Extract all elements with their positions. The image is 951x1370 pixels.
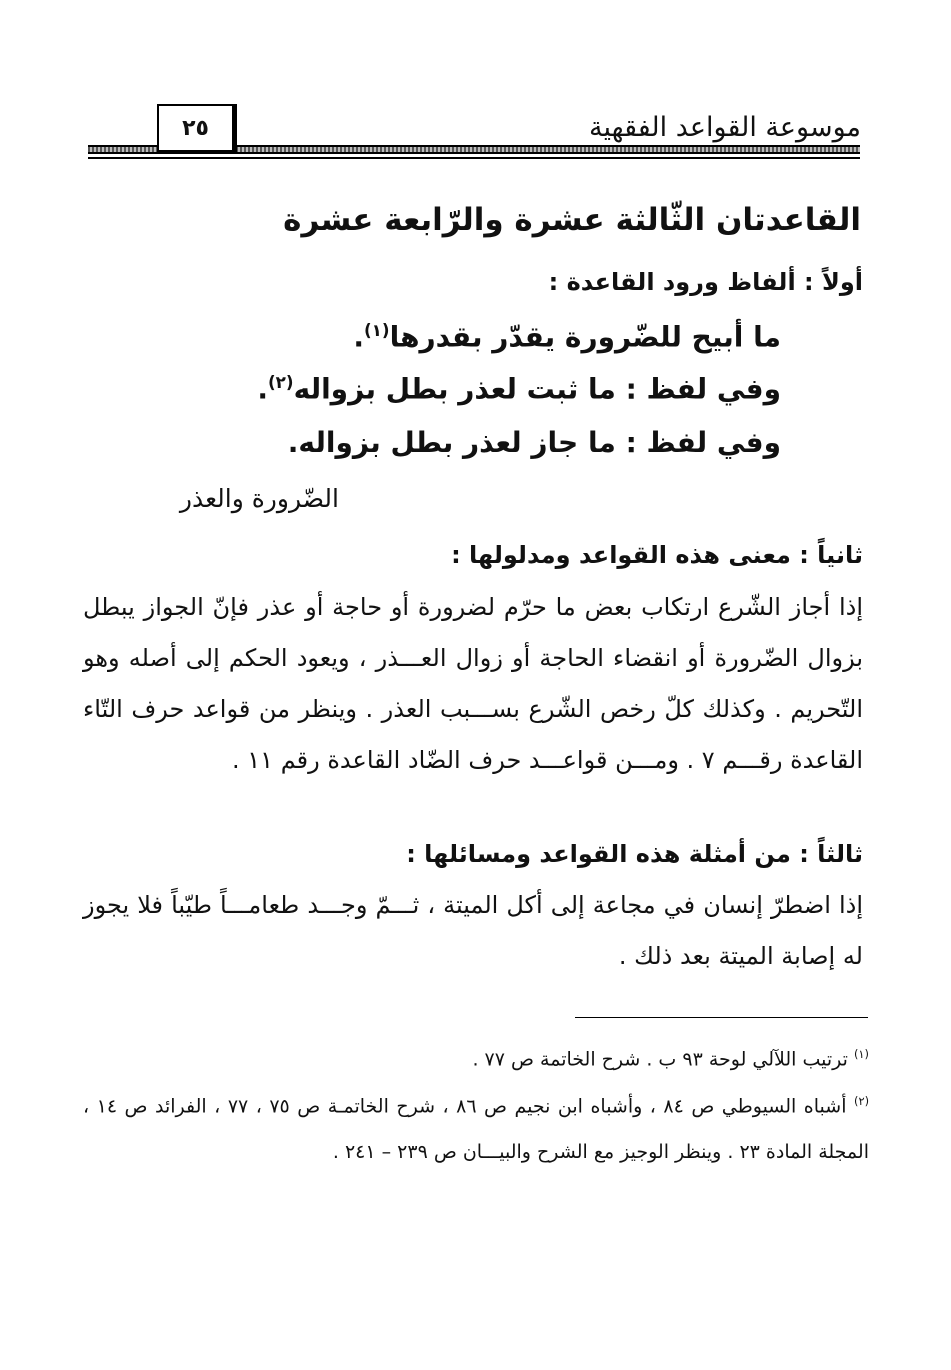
topic-label: الضّرورة والعذر bbox=[179, 484, 339, 513]
footnote-1-mark: (١) bbox=[853, 1047, 869, 1061]
section-heading-wording: أولاً : ألفاظ ورود القاعدة : bbox=[548, 268, 863, 296]
footnote-ref-1: (١) bbox=[363, 320, 390, 340]
page-title: القاعدتان الثّالثة عشرة والرّابعة عشرة bbox=[283, 202, 861, 238]
section-heading-examples: ثالثاً : من أمثلة هذه القواعد ومسائلها : bbox=[406, 840, 863, 868]
footnote-1 bbox=[83, 1031, 869, 1082]
footnote-2-mark: (٢) bbox=[853, 1094, 870, 1108]
footnote-1-text: ترتيب اللآلي لوحة ٩٣ ب . شرح الخاتمة ص ٧٧ . bbox=[472, 1048, 848, 1071]
footnote-ref-2: (٢) bbox=[268, 372, 294, 392]
rule-wording-1 bbox=[353, 320, 781, 353]
rule-wording-2 bbox=[257, 372, 781, 405]
footnote-2-text: أشباه السيوطي ص ٨٤ ، وأشباه ابن نجيم ص ٨٦ ، شرح الخاتمـة ص ٧٥ ، ٧٧ ، الفرائد ص ١٤ ، المجلة المادة ٢٣ . وينظر الوجيز مع الشرح والبيـــان ص ٢٣٩ – ٢٤١ . bbox=[83, 1095, 869, 1164]
rule-wording-2-text: وفي لفظ : ما ثبت لعذر بطل بزواله bbox=[293, 372, 781, 406]
rule-wording-1-end: . bbox=[353, 320, 364, 354]
section-heading-meaning: ثانياً : معنى هذه القواعد ومدلولها : bbox=[451, 541, 863, 569]
page-number: ٢٥ bbox=[157, 104, 237, 152]
rule-wording-2-end: . bbox=[257, 372, 268, 406]
rule-wording-1-text: ما أبيح للضّرورة يقدّر بقدرها bbox=[389, 320, 781, 354]
examples-paragraph: إذا اضطرّ إنسان في مجاعة إلى أكل الميتة ، ثـــمّ وجـــد طعامـــاً طيّباً فلا يجوز له إصابة الميتة بعد ذلك . bbox=[83, 891, 863, 970]
running-header-title: موسوعة القواعد الفقهية bbox=[589, 112, 861, 143]
header-rule-thin bbox=[88, 157, 860, 159]
meaning-paragraph: إذا أجاز الشّرع ارتكاب بعض ما حرّم لضرورة أو حاجة أو عذر فإنّ الجواز يبطل بزوال الضّرورة أو انقضاء الحاجة أو زوال العـــذر ، ويعود الحكم إلى أصله وهو التّحريم . وكذلك كلّ رخص الشّرع بســـبب العذر . وينظر من قواعد حرف التّاء القاعدة رقـــم ٧ . ومـــن قواعـــد حرف الضّاد القاعدة رقم ١١ . bbox=[83, 593, 863, 774]
rule-wording-3: وفي لفظ : ما جاز لعذر بطل بزواله. bbox=[287, 426, 781, 459]
footnote-separator bbox=[575, 1017, 868, 1018]
footnote-2 bbox=[83, 1078, 869, 1175]
